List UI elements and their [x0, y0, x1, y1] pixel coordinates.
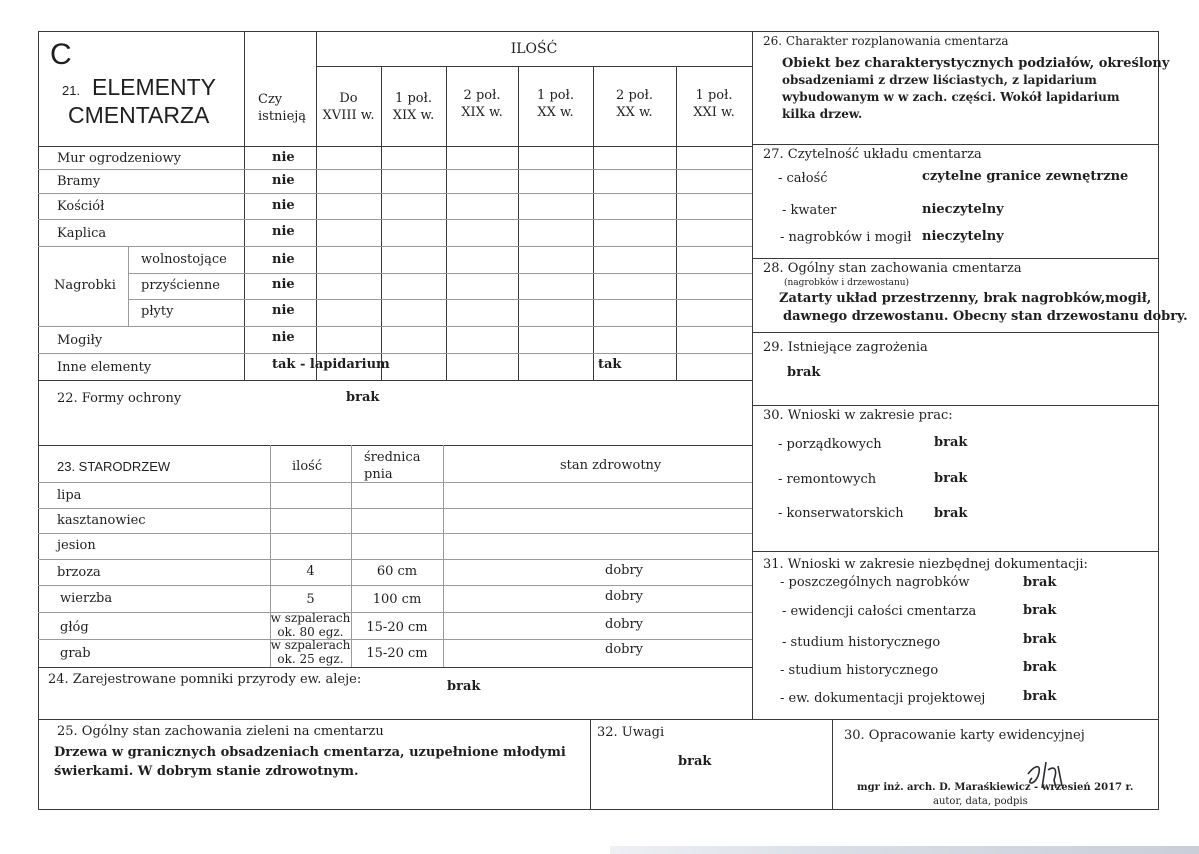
stan-sublabel: (nagrobków i drzewostanu) — [784, 278, 910, 288]
tree-ilosc-line1: w szpalerach — [270, 638, 351, 652]
tree-stan: dobry — [605, 642, 644, 657]
tree-ilosc: 5 — [306, 592, 315, 607]
stan-text-line1: Zatarty układ przestrzenny, brak nagrobków,mogił, — [779, 291, 1152, 306]
starodrzew-title: 23. STARODRZEW — [57, 459, 171, 474]
nagrobki-sub-label: przyścienne — [141, 278, 220, 293]
zielen-text-line2: świerkami. W dobrym stanie zdrowotnym. — [54, 764, 359, 779]
element-row-label: Bramy — [57, 174, 101, 189]
czytelnosc-row-value: nieczytelny — [922, 202, 1004, 217]
uwagi-label: 32. Uwagi — [597, 725, 665, 740]
inne-period-value: tak — [598, 357, 622, 372]
tree-ilosc-line1: w szpalerach — [270, 611, 351, 625]
wnioski-dok-row-label: - ew. dokumentacji projektowej — [780, 691, 986, 706]
nagrobki-sub-label: wolnostojące — [141, 252, 227, 267]
opracowanie-author: mgr inż. arch. D. Maraśkiewicz - wrzesień 2017 r. — [857, 782, 1134, 793]
wnioski-dok-row-value: brak — [1023, 603, 1057, 618]
tree-name: kasztanowiec — [57, 513, 146, 528]
period-4-line1: 1 poł. — [537, 88, 574, 103]
tree-ilosc: 4 — [306, 564, 315, 579]
wnioski-dok-row-label: - poszczególnych nagrobków — [780, 575, 970, 590]
zagrozenia-label: 29. Istniejące zagrożenia — [763, 340, 928, 355]
nagrobki-sub-value: nie — [272, 252, 295, 267]
starodrzew-col-srednica-line1: średnica — [364, 450, 421, 465]
charakter-text-line2: obsadzeniami z drzew liściastych, z lapidarium — [782, 73, 1097, 87]
tree-name: wierzba — [60, 591, 113, 606]
tree-ilosc-line2: ok. 25 egz. — [277, 652, 344, 666]
czytelnosc-row-label: - całość — [778, 171, 828, 186]
element-row-value: nie — [272, 173, 295, 188]
wnioski-dok-row-label: - studium historycznego — [782, 635, 941, 650]
charakter-label: 26. Charakter rozplanowania cmentarza — [763, 34, 1009, 48]
period-1-line2: XVIII w. — [322, 108, 375, 123]
wnioski-prac-label: 30. Wnioski w zakresie prac: — [763, 408, 953, 423]
period-6-line1: 1 poł. — [695, 88, 733, 103]
elements-title-line2: CMENTARZA — [68, 102, 210, 128]
element-row-value: nie — [272, 224, 295, 239]
period-3-line1: 2 poł. — [463, 88, 501, 103]
period-1-line1: Do — [339, 91, 358, 106]
period-5-line1: 2 poł. — [616, 88, 653, 103]
mogily-label: Mogiły — [57, 333, 103, 348]
czytelnosc-row-value: czytelne granice zewnętrzne — [922, 169, 1129, 184]
charakter-text-line4: kilka drzew. — [782, 107, 863, 121]
pomniki-label: 24. Zarejestrowane pomniki przyrody ew. aleje: — [48, 672, 362, 687]
element-row-label: Kaplica — [57, 226, 107, 241]
czytelnosc-label: 27. Czytelność układu cmentarza — [763, 147, 982, 162]
tree-name: jesion — [57, 538, 96, 553]
charakter-text-line1: Obiekt bez charakterystycznych podziałów, określony — [782, 56, 1170, 71]
ilosc-header: ILOŚĆ — [510, 41, 558, 57]
inne-label: Inne elementy — [57, 360, 152, 375]
wnioski-dok-row-label: - ewidencji całości cmentarza — [782, 604, 977, 619]
wnioski-dok-row-value: brak — [1023, 689, 1057, 704]
period-5-line2: XX w. — [616, 105, 653, 120]
wnioski-dok-row-value: brak — [1023, 575, 1057, 590]
starodrzew-col-srednica-line2: pnia — [364, 467, 393, 482]
elements-title-number: 21. — [62, 83, 81, 98]
wnioski-prac-row-label: - remontowych — [778, 472, 877, 487]
wnioski-prac-row-value: brak — [934, 471, 968, 486]
starodrzew-col-stan: stan zdrowotny — [560, 458, 662, 473]
nagrobki-sub-label: płyty — [141, 304, 174, 319]
wnioski-dok-row-value: brak — [1023, 660, 1057, 675]
signature-icon — [1022, 760, 1078, 790]
czytelnosc-row-label: - nagrobków i mogił — [780, 230, 912, 245]
wnioski-dok-label: 31. Wnioski w zakresie niezbędnej dokumentacji: — [763, 557, 1088, 572]
formy-value: brak — [346, 390, 380, 405]
tree-name: brzoza — [57, 565, 101, 580]
nagrobki-sub-value: nie — [272, 277, 295, 292]
pomniki-value: brak — [447, 679, 481, 694]
tree-stan: dobry — [605, 617, 644, 632]
period-3-line2: XIX w. — [461, 105, 503, 120]
tree-name: grab — [60, 646, 91, 661]
tree-stan: dobry — [605, 589, 644, 604]
col-czy-line2: istnieją — [258, 109, 307, 124]
period-4-line2: XX w. — [537, 105, 574, 120]
opracowanie-caption: autor, data, podpis — [933, 796, 1028, 807]
stan-text-line2: dawnego drzewostanu. Obecny stan drzewostanu dobry. — [783, 309, 1188, 324]
wnioski-prac-row-label: - konserwatorskich — [778, 506, 904, 521]
element-row-value: nie — [272, 150, 295, 165]
tree-stan: dobry — [605, 563, 644, 578]
nagrobki-label: Nagrobki — [54, 278, 116, 293]
period-2-line1: 1 poł. — [395, 91, 432, 106]
tree-srednica: 15-20 cm — [366, 620, 428, 635]
tree-name: głóg — [60, 620, 89, 635]
stan-label: 28. Ogólny stan zachowania cmentarza — [763, 261, 1022, 276]
charakter-text-line3: wybudowanym w w zach. części. Wokół lapidarium — [782, 90, 1120, 104]
card-letter: C — [50, 38, 72, 71]
opracowanie-label: 30. Opracowanie karty ewidencyjnej — [844, 728, 1085, 743]
formy-label: 22. Formy ochrony — [57, 391, 182, 406]
zielen-text-line1: Drzewa w granicznych obsadzeniach cmentarza, uzupełnione młodymi — [54, 745, 566, 760]
zagrozenia-value: brak — [787, 365, 821, 380]
tree-name: lipa — [57, 488, 82, 503]
czytelnosc-row-label: - kwater — [782, 203, 837, 218]
wnioski-dok-row-value: brak — [1023, 632, 1057, 647]
period-6-line2: XXI w. — [693, 105, 735, 120]
element-row-label: Kościół — [57, 199, 105, 214]
element-row-value: nie — [272, 198, 295, 213]
elements-title-line1: ELEMENTY — [92, 74, 216, 100]
zielen-label: 25. Ogólny stan zachowania zieleni na cmentarzu — [57, 724, 384, 739]
nagrobki-sub-value: nie — [272, 303, 295, 318]
scan-edge — [610, 846, 1199, 854]
tree-srednica: 100 cm — [372, 592, 422, 607]
uwagi-value: brak — [678, 754, 712, 769]
wnioski-prac-row-label: - porządkowych — [778, 437, 882, 452]
inne-value: tak - lapidarium — [272, 357, 390, 372]
tree-ilosc-line2: ok. 80 egz. — [277, 625, 344, 639]
element-row-label: Mur ogrodzeniowy — [57, 151, 181, 166]
starodrzew-col-ilosc: ilość — [292, 459, 323, 474]
wnioski-prac-row-value: brak — [934, 506, 968, 521]
czytelnosc-row-value: nieczytelny — [922, 229, 1004, 244]
tree-srednica: 60 cm — [376, 564, 418, 579]
period-2-line2: XIX w. — [392, 108, 435, 123]
wnioski-prac-row-value: brak — [934, 435, 968, 450]
tree-srednica: 15-20 cm — [366, 646, 428, 661]
col-czy-line1: Czy — [258, 92, 283, 107]
wnioski-dok-row-label: - studium historycznego — [780, 663, 939, 678]
mogily-value: nie — [272, 330, 295, 345]
